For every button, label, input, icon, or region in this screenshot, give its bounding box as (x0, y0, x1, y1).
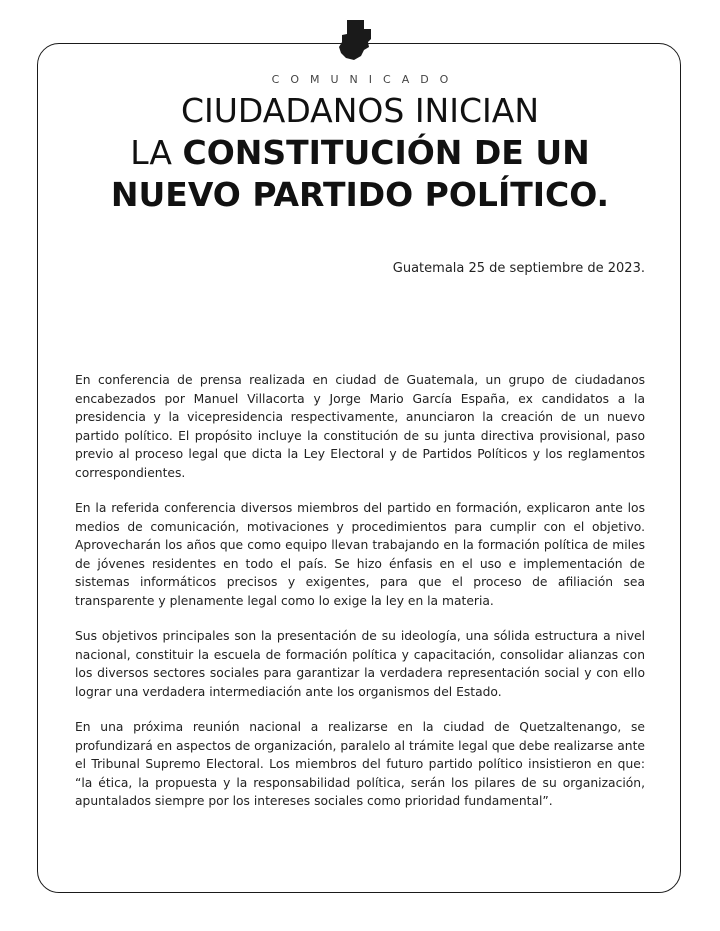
document-date: Guatemala 25 de septiembre de 2023. (392, 261, 645, 276)
title-line-1: CIUDADANOS INICIAN (180, 91, 540, 130)
page-title (0, 90, 720, 216)
paragraph-3: Sus objetivos principales son la presentación de su ideología, una sólida estructura a nivel nacional, constituir la escuela de formación política y capacitación, consolidar alianzas con los diversos sectores sociales para garantizar la verdadera representación social y con ello lograr una verdadera intermediación ante los organismos del Estado. (75, 629, 645, 699)
document-body (75, 371, 645, 828)
paragraph-4: En una próxima reunión nacional a realizarse en la ciudad de Quetzaltenango, se profundizará en aspectos de organización, paralelo al trámite legal que debe realizarse ante el Tribunal Supremo Electoral. Los miembros del futuro partido político insistieron en que: “la ética, la propuesta y la responsabilidad política, serán los pilares de su organización, apuntalados siempre por los intereses sociales como prioridad fundamental”. (75, 720, 645, 808)
title-line-2 (0, 132, 720, 174)
guatemala-map-icon (338, 20, 372, 62)
communique-label: COMUNICADO (271, 73, 460, 86)
title-line-2-light: LA (130, 133, 183, 172)
title-line-2-bold: CONSTITUCIÓN DE UN (182, 133, 590, 172)
paragraph-2: En la referida conferencia diversos miembros del partido en formación, explicaron ante los medios de comunicación, motivaciones y procedimientos para cumplir con el objetivo. Aprovecharán los años que como equipo llevan trabajando en la formación política de miles de jóvenes residentes en todo el país. Se hizo énfasis en el uso e implementación de sistemas informáticos precisos y exigentes, para que el proceso de afiliación sea transparente y plenamente legal como lo exige la ley en la materia. (75, 501, 645, 608)
title-line-3: NUEVO PARTIDO POLÍTICO. (110, 175, 610, 214)
paragraph-1: En conferencia de prensa realizada en ciudad de Guatemala, un grupo de ciudadanos encabezados por Manuel Villacorta y Jorge Mario García España, ex candidatos a la presidencia y la vicepresidencia respectivamente, anunciaron la creación de un nuevo partido político. El propósito incluye la constitución de su junta directiva provisional, paso previo al proceso legal que dicta la Ley Electoral y de Partidos Políticos y los reglamentos correspondientes. (75, 373, 645, 480)
